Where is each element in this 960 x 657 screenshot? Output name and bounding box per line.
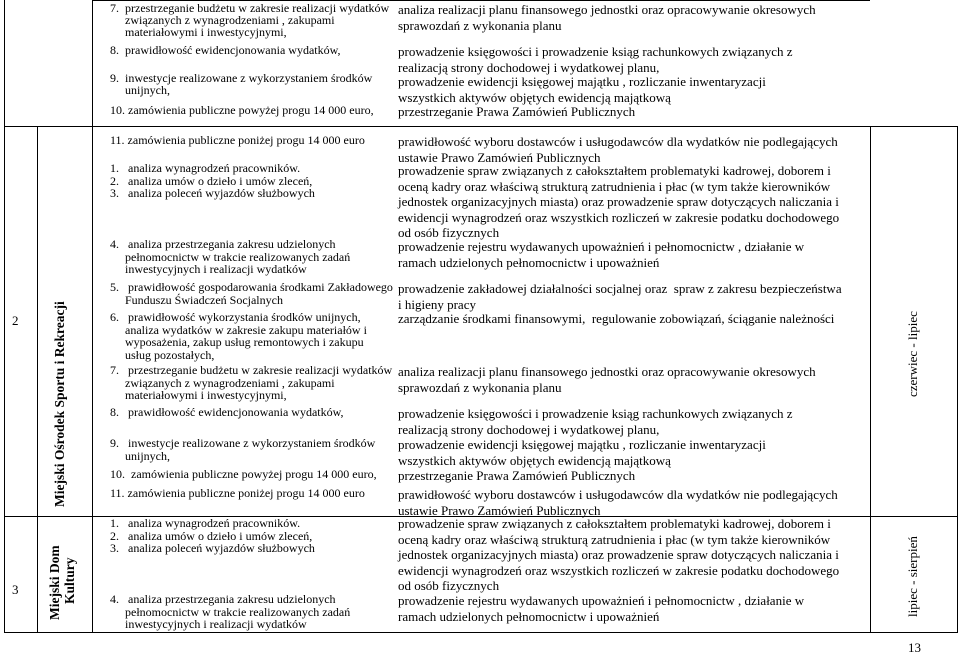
r2-left-block-3-line-1: 4. analiza przestrzegania zakresu udzielonych — [110, 237, 336, 251]
r3-right-block-2-line-2: oceną kadry oraz właściwą strukturą zatrudnienia i płac (w tym także kierowników — [398, 531, 831, 547]
top-left-block-1-line-3: materiałowymi i inwestycyjnymi, — [110, 25, 287, 39]
r2-right-block-5-line-1: zarządzanie środkami finansowymi, regulowanie zobowiązań, ściąganie należności — [398, 311, 835, 326]
row-3-unit-line-1: Miejski Dom — [47, 545, 62, 620]
top-left-block-1-line-1: 7. przestrzeganie budżetu w zakresie realizacji wydatków — [110, 1, 390, 15]
r2-right-block-2-line-5: od osób fizycznych — [398, 225, 500, 240]
top-right-block-2-line-1: prowadzenie księgowości i prowadzenie ksiąg rachunkowych związanych z — [398, 44, 793, 59]
r3-left-block-3-line-3: inwestycyjnych i realizacji wydatków — [110, 617, 307, 631]
top-right-block-2-line-2: realizacją strony dochodowej i wydatkowej planu, — [398, 59, 660, 75]
row-3-period: lipiec - sierpień — [905, 536, 920, 617]
page-number: 13 — [908, 640, 921, 655]
r2-left-block-5-line-4: usług pozostałych, — [110, 347, 215, 362]
r3-right-block-2-line-3: jednostek organizacyjnych miasta) oraz prowadzenie spraw dotyczących naliczania i — [398, 547, 839, 562]
top-left-block-2-line-1: 8. prawidłowość ewidencjonowania wydatków, — [110, 43, 341, 57]
col-divider-number — [37, 126, 38, 632]
r2-left-block-2-line-2: 2. analiza umów o dzieło i umów zleceń, — [110, 173, 313, 188]
r2-right-block-1-line-1: prawidłowość wyboru dostawców i usługodawców dla wydatków nie podlegających — [398, 134, 838, 149]
r3-right-block-2-line-1: prowadzenie spraw związanych z całokształtem problematyki kadrowej, doborem i — [398, 516, 831, 531]
r2-right-block-7-line-2: realizacją strony dochodowej i wydatkowej planu, — [398, 421, 660, 437]
top-right-block-3-line-2: wszystkich aktywów objętych ewidencją majątkową — [398, 89, 671, 105]
col-divider-period — [870, 126, 871, 632]
r2-right-block-2-line-4: ewidencji wynagrodzeń oraz wszystkich rozliczeń w zakresie podatku dochodowego — [398, 209, 840, 225]
r2-right-block-6-line-1: analiza realizacji planu finansowego jednostki oraz opracowywanie okresowych — [398, 364, 816, 379]
r2-left-block-4-line-2: Funduszu Świadczeń Socjalnych — [110, 292, 283, 307]
row-2-number: 2 — [12, 313, 19, 328]
r2-left-block-4-line-1: 5. prawidłowość gospodarowania środkami Zakładowego — [110, 280, 393, 294]
r2-left-block-3-line-3: inwestycyjnych i realizacji wydatków — [110, 262, 307, 276]
r3-right-block-1-line-2: ustawie Prawo Zamówień Publicznych — [398, 502, 601, 518]
r2-left-block-2-line-1: 1. analiza wynagrodzeń pracowników. — [110, 161, 301, 175]
top-left-block-3-line-1: 9. inwestycje realizowane z wykorzystaniem środków — [110, 71, 373, 85]
table-border-right — [957, 126, 958, 632]
r2-right-block-1-line-2: ustawie Prawo Zamówień Publicznych — [398, 149, 601, 165]
r2-left-block-5-line-3: wyposażenia, zakup usług remontowych i zakupu — [110, 335, 364, 349]
r2-right-block-8-line-2: wszystkich aktywów objętych ewidencją majątkową — [398, 452, 671, 468]
col-divider-unit — [92, 0, 93, 632]
table-border-left — [4, 0, 5, 632]
r2-right-block-2-line-2: oceną kadry oraz właściwą strukturą zatrudnienia i płac (w tym także kierowników — [398, 178, 831, 194]
r2-right-block-4-line-2: i higieny pracy — [398, 296, 476, 312]
r2-left-block-6-line-2: związanych z wynagrodzeniami , zakupami — [110, 375, 335, 390]
r2-left-block-6-line-1: 7. przestrzeganie budżetu w zakresie realizacji wydatków — [110, 363, 393, 377]
top-right-block-3-line-1: prowadzenie ewidencji księgowej majątku , rozliczanie inwentaryzacji — [398, 74, 766, 89]
r2-left-block-2-line-3: 3. analiza poleceń wyjazdów służbowych — [110, 186, 315, 200]
r2-left-block-6-line-3: materiałowymi i inwestycyjnymi, — [110, 388, 287, 402]
r2-left-block-7-line-1: 8. prawidłowość ewidencjonowania wydatków, — [110, 405, 344, 419]
r2-left-block-5-line-1: 6. prawidłowość wykorzystania środków unijnych, — [110, 310, 361, 324]
top-right-block-4-line-1: przestrzeganie Prawa Zamówień Publicznych — [398, 104, 636, 119]
r3-right-block-3-line-1: prowadzenie rejestru wydawanych upoważnień i pełnomocnictw , działanie w — [398, 593, 805, 608]
r2-left-block-5-line-2: analiza wydatków w zakresie zakupu materiałów i — [110, 322, 367, 337]
row-3-number: 3 — [12, 582, 19, 597]
row-divider-1 — [4, 126, 958, 127]
r2-right-block-4-line-1: prowadzenie zakładowej działalności socjalnej oraz spraw z zakresu bezpieczeństwa — [398, 281, 842, 296]
r3-right-block-2-line-4: ewidencji wynagrodzeń oraz wszystkich rozliczeń w zakresie podatku dochodowego — [398, 562, 840, 578]
r3-left-block-2-line-1: 1. analiza wynagrodzeń pracowników. — [110, 516, 301, 530]
r3-left-block-1-line-1: 11. zamówienia publiczne poniżej progu 14 000 euro — [110, 486, 365, 500]
r2-right-block-8-line-1: prowadzenie ewidencji księgowej majątku , rozliczanie inwentaryzacji — [398, 437, 766, 452]
row-2-period: czerwiec - lipiec — [905, 311, 920, 397]
r2-left-block-8-line-1: 9. inwestycje realizowane z wykorzystaniem środków — [110, 436, 376, 450]
r3-right-block-3-line-2: ramach udzielonych pełnomocnictw i upoważnień — [398, 608, 660, 624]
r2-right-block-3-line-2: ramach udzielonych pełnomocnictw i upoważnień — [398, 254, 660, 270]
r2-left-block-3-line-2: pełnomocnictw w trakcie realizowanych zadań — [110, 249, 351, 264]
r2-left-block-1-line-1: 11. zamówienia publiczne poniżej progu 14 000 euro — [110, 133, 365, 147]
table-bottom-line — [4, 632, 958, 633]
r3-left-block-2-line-2: 2. analiza umów o dzieło i umów zleceń, — [110, 528, 313, 543]
r2-right-block-9-line-1: przestrzeganie Prawa Zamówień Publicznych — [398, 468, 636, 483]
r2-right-block-2-line-1: prowadzenie spraw związanych z całokształtem problematyki kadrowej, doborem i — [398, 163, 831, 178]
r2-right-block-6-line-2: sprawozdań z wykonania planu — [398, 379, 562, 395]
r3-left-block-3-line-1: 4. analiza przestrzegania zakresu udzielonych — [110, 592, 336, 606]
row-3-unit-line-2: Kultury — [62, 557, 77, 604]
r3-left-block-2-line-3: 3. analiza poleceń wyjazdów służbowych — [110, 541, 315, 555]
r3-right-block-2-line-5: od osób fizycznych — [398, 578, 500, 593]
row-2-unit-name: Miejski Ośrodek Sportu i Rekreacji — [52, 301, 67, 507]
r2-left-block-9-line-1: 10. zamówienia publiczne powyżej progu 14 000 euro, — [110, 467, 377, 481]
r2-right-block-2-line-3: jednostek organizacyjnych miasta) oraz prowadzenie spraw dotyczących naliczania i — [398, 194, 839, 209]
top-left-block-1-line-2: związanych z wynagrodzeniami , zakupami — [110, 13, 335, 27]
top-right-block-1-line-1: analiza realizacji planu finansowego jednostki oraz opracowywanie okresowych — [398, 2, 816, 17]
top-left-block-3-line-2: unijnych, — [110, 83, 170, 97]
r2-right-block-7-line-1: prowadzenie księgowości i prowadzenie ksiąg rachunkowych związanych z — [398, 406, 793, 421]
r3-right-block-1-line-1: prawidłowość wyboru dostawców i usługodawców dla wydatków nie podlegających — [398, 487, 838, 502]
r3-left-block-3-line-2: pełnomocnictw w trakcie realizowanych zadań — [110, 604, 351, 619]
r2-left-block-8-line-2: unijnych, — [110, 448, 170, 463]
top-left-block-4-line-1: 10. zamówienia publiczne powyżej progu 14 000 euro, — [110, 103, 374, 117]
top-right-block-1-line-2: sprawozdań z wykonania planu — [398, 17, 562, 33]
r2-right-block-3-line-1: prowadzenie rejestru wydawanych upoważnień i pełnomocnictw , działanie w — [398, 239, 805, 254]
